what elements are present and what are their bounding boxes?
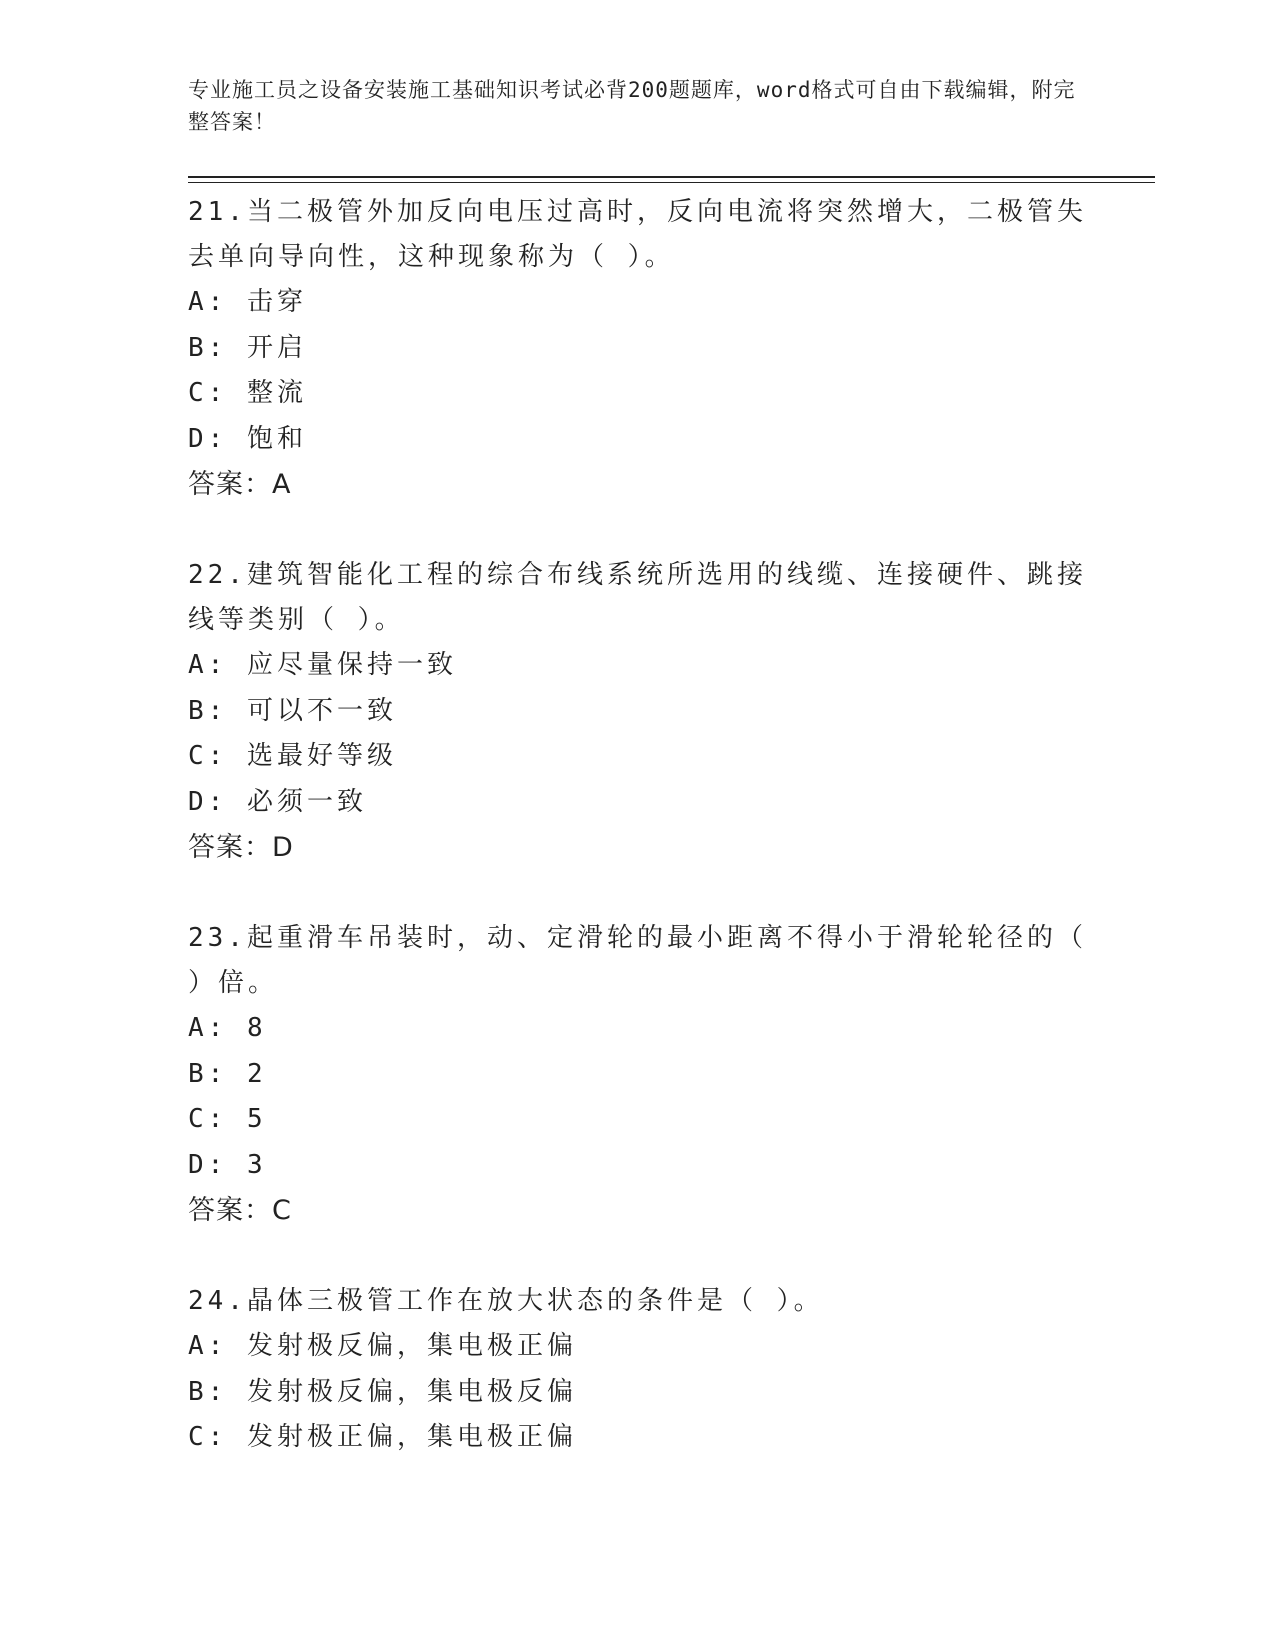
- option-b: B: 发射极反偏，集电极反偏: [188, 1376, 577, 1407]
- answer-line: 答案：D: [188, 832, 294, 863]
- option-c: C: 整流: [188, 378, 307, 408]
- question-23: [188, 916, 1088, 1233]
- header-divider-thick: [188, 176, 1155, 178]
- option-b: B: 2: [188, 1058, 267, 1089]
- option-a: A: 8: [188, 1013, 267, 1043]
- answer-line: 答案：A: [188, 469, 292, 500]
- option-d: D: 3: [188, 1149, 267, 1180]
- option-a: A: 击穿: [188, 287, 307, 317]
- option-d: D: 必须一致: [188, 786, 367, 817]
- option-a: A: 发射极反偏，集电极正偏: [188, 1331, 577, 1361]
- question-stem: 23.起重滑车吊装时，动、定滑轮的最小距离不得小于滑轮轮径的（ ）倍。: [188, 923, 1087, 998]
- document-header: 专业施工员之设备安装施工基础知识考试必背200题题库，word格式可自由下载编辑，附完整答案！: [188, 78, 1076, 134]
- question-stem: 22.建筑智能化工程的综合布线系统所选用的线缆、连接硬件、跳接线等类别（ ）。: [188, 560, 1087, 635]
- option-b: B: 开启: [188, 332, 307, 363]
- option-c: C: 5: [188, 1104, 267, 1134]
- question-22: [188, 553, 1088, 870]
- question-24: [188, 1279, 1088, 1461]
- option-b: B: 可以不一致: [188, 695, 397, 726]
- question-21: [188, 190, 1088, 507]
- question-stem: 24.晶体三极管工作在放大状态的条件是（ ）。: [188, 1286, 824, 1316]
- header-divider-thin: [188, 182, 1155, 183]
- option-c: C: 发射极正偏，集电极正偏: [188, 1422, 577, 1452]
- option-c: C: 选最好等级: [188, 741, 397, 771]
- question-stem: 21.当二极管外加反向电压过高时，反向电流将突然增大，二极管失去单向导向性，这种现象称为（ ）。: [188, 197, 1087, 272]
- option-d: D: 饱和: [188, 423, 307, 454]
- answer-line: 答案：C: [188, 1195, 292, 1226]
- option-a: A: 应尽量保持一致: [188, 650, 457, 680]
- question-list: [188, 190, 1088, 1507]
